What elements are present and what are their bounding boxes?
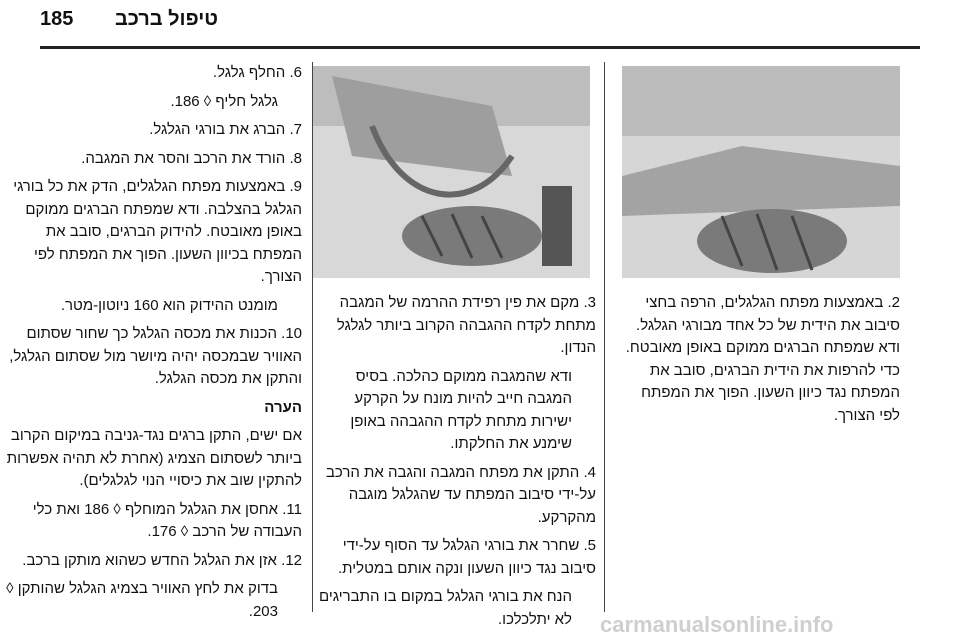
- page-header: [0, 0, 960, 60]
- step-text: מומנט ההידוק הוא 160 ניוטון-מטר.: [60, 296, 278, 314]
- step-text: ודא שהמגבה ממוקם כהלכה. בסיס המגבה חייב להיות מונח על הקרקע ישירות מתחת לקדח ההגבהה באופן שימנע את החלקתו.: [350, 367, 572, 452]
- watermark: carmanualsonline.info: [600, 612, 834, 637]
- step-6-detail: [0, 91, 302, 114]
- step-text: הכנות את מכסה הגלגל כך שחור שסתום האוויר שבמכסה יהיה מיושר מול שסתום הגלגל, והתקן את מכסה הגלגל.: [9, 325, 302, 387]
- step-9: [0, 176, 302, 289]
- column-divider: [604, 62, 605, 612]
- step-text: מקם את פין רפידת ההרמה של המגבה מתחת לקדח ההגבהה הקרוב ביותר לגלגל הנדון.: [336, 294, 596, 356]
- step-text: הורד את הרכב והסר את המגבה.: [81, 149, 286, 167]
- photo-jack-position: [312, 66, 590, 278]
- step-8: [0, 148, 302, 171]
- note-text: אם ישים, התקן ברגים נגד-גניבה במיקום הקרוב ביותר לשסתום הצמיג (אחרת לא תהיה אפשרות להתקין שוב את כיסויי הנוי לגלגלים).: [6, 427, 302, 489]
- step-number: 2.: [887, 294, 900, 311]
- step-text: אחסן את הגלגל המוחלף ◊ 186 ואת כלי העבודה של הרכב ◊ 176.: [32, 500, 302, 540]
- step-10: [0, 323, 302, 391]
- column-middle: [316, 292, 596, 637]
- note-title: הערה: [264, 398, 302, 416]
- column-left: [0, 62, 302, 629]
- step-number: 8.: [289, 149, 302, 167]
- step-number: 6.: [289, 64, 302, 81]
- step-text: באמצעות מפתח הגלגלים, הדק את כל בורגי הגלגל בהצלבה. ודא שמפתח הברגים ממוקם באופן מאובטח. להידוק הברגים, סובב את המפתח בכיוון השעון. הפוך את המפתח לפי הצורך.: [13, 178, 302, 285]
- cross-reference: גלגל חליף ◊ 186.: [170, 92, 278, 110]
- step-12-detail: [0, 578, 302, 623]
- step-text: התקן את מפתח המגבה והגבה את הרכב על-ידי סיבוב המפתח עד שהגלגל מוגבה מהקרקע.: [325, 463, 596, 526]
- step-3: [316, 292, 596, 360]
- step-text: אזן את הגלגל החדש כשהוא מותקן ברכב.: [22, 551, 277, 569]
- step-text: שחרר את בורגי הגלגל עד הסוף על-ידי סיבוב נגד כיוון השעון ונקה אותם במטלית.: [338, 537, 596, 577]
- step-5: [316, 535, 596, 580]
- step-12: [0, 550, 302, 573]
- step-3-detail: [316, 366, 596, 456]
- column-divider: [312, 62, 313, 612]
- step-5-detail: [316, 586, 596, 631]
- step-6: [0, 62, 302, 85]
- step-number: 4.: [583, 463, 596, 481]
- header-rule: [40, 46, 920, 49]
- step-number: 9.: [289, 178, 302, 195]
- step-text: הנח את בורגי הגלגל במקום בו התבריגים לא יתלכלכו.: [318, 588, 572, 628]
- photo-wheel-bolts: [622, 66, 900, 278]
- page-number: 185: [40, 8, 74, 30]
- step-text: בדוק את לחץ האוויר בצמיג הגלגל שהותקן ◊ 203.: [6, 580, 278, 620]
- step-2: [622, 292, 900, 427]
- step-4: [316, 462, 596, 530]
- step-text: החלף גלגל.: [212, 64, 286, 81]
- torque-value: [0, 295, 302, 318]
- step-number: 11.: [282, 500, 302, 518]
- section-title: טיפול ברכב: [114, 8, 218, 30]
- step-number: 5.: [583, 537, 596, 554]
- step-number: 3.: [583, 294, 596, 311]
- step-text: באמצעות מפתח הגלגלים, הרפה בחצי סיבוב את הידית של כל אחד מבורגי הגלגל. ודא שמפתח הברגים ממוקם באופן מאובטח. כדי להרפות את הידית הברגים, סובב את המפתח נגד כיוון השעון. הפוך את המפתח לפי הצורך.: [625, 294, 900, 424]
- step-11: [0, 499, 302, 544]
- column-right: [622, 292, 900, 433]
- step-text: הברג את בורגי הגלגל.: [149, 121, 286, 138]
- step-number: 12.: [281, 551, 302, 569]
- step-7: [0, 119, 302, 142]
- step-number: 10.: [281, 325, 302, 342]
- step-number: 7.: [289, 121, 302, 138]
